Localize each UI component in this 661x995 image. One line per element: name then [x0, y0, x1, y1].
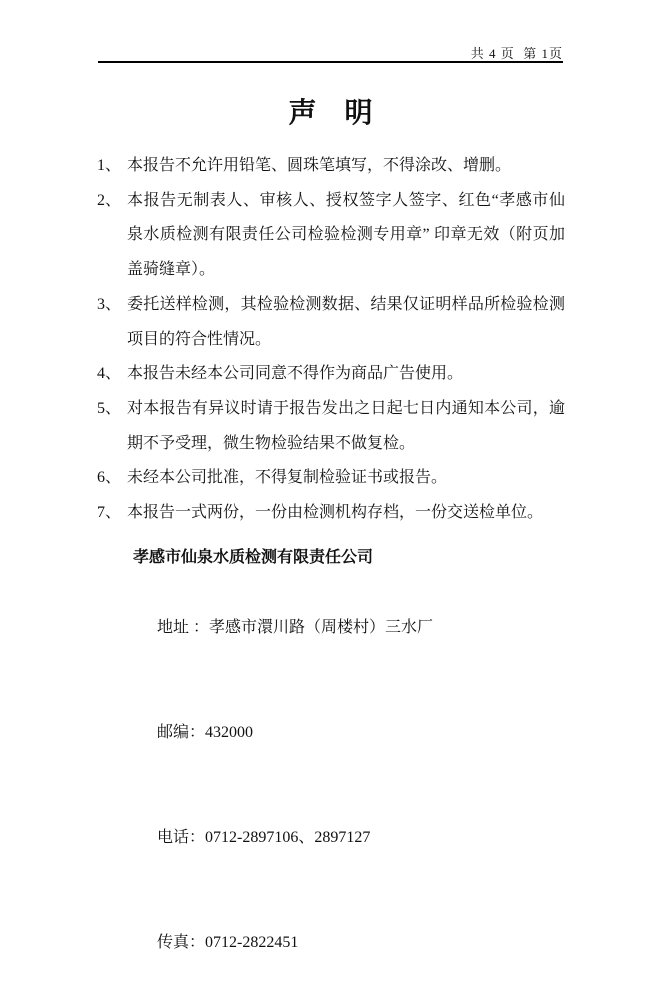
company-fax-row — [133, 890, 565, 995]
statement-item-1 — [97, 149, 565, 184]
statement-text: 本报告无制表人、审核人、授权签字人签字、红色“孝感市仙泉水质检测有限责任公司检验检测专用章” 印章无效（附页加盖骑缝章）。 — [127, 191, 565, 279]
statement-number: 4、 — [97, 365, 122, 383]
company-info-block — [133, 540, 565, 995]
statement-item-6 — [97, 461, 565, 496]
statement-number: 6、 — [97, 469, 122, 487]
fax-value: 0712-2822451 — [205, 934, 299, 951]
statement-number: 1、 — [97, 157, 122, 174]
phone-value: 0712-2897106、2897127 — [205, 829, 371, 846]
statement-item-5 — [97, 392, 565, 461]
statement-text: 本报告不允许用铅笔、圆珠笔填写，不得涂改、增删。 — [127, 157, 512, 174]
statement-item-7 — [97, 496, 565, 531]
page-title: 声 明 — [288, 97, 373, 128]
zip-value: 432000 — [205, 724, 254, 741]
statement-text: 本报告未经本公司同意不得作为商品广告使用。 — [127, 365, 464, 383]
statement-number: 3、 — [97, 295, 122, 313]
company-zip-row — [133, 680, 565, 785]
address-label: 地址 ： — [157, 619, 210, 636]
statement-list — [97, 149, 565, 531]
company-address-row — [133, 575, 565, 680]
statement-text: 委托送样检测，其检验检测数据、结果仅证明样品所检验检测项目的符合性情况。 — [127, 295, 565, 348]
fax-label: 传真： — [157, 934, 206, 951]
statement-number: 2、 — [97, 191, 122, 209]
statement-item-3 — [97, 288, 565, 357]
statement-item-4 — [97, 357, 565, 392]
address-value: 孝感市澴川路（周楼村）三水厂 — [209, 619, 434, 636]
header-divider — [98, 61, 563, 63]
company-phone-row — [133, 785, 565, 890]
phone-label: 电话： — [157, 829, 206, 846]
statement-text: 本报告一式两份，一份由检测机构存档，一份交送检单位。 — [127, 504, 544, 522]
page-number-info: 共 4 页 第 1页 — [470, 46, 563, 61]
statement-text: 对本报告有异议时请于报告发出之日起七日内通知本公司，逾期不予受理，微生物检验结果不做复检。 — [127, 399, 565, 452]
zip-label: 邮编： — [157, 724, 206, 741]
company-name: 孝感市仙泉水质检测有限责任公司 — [133, 549, 374, 566]
statement-number: 5、 — [97, 399, 122, 417]
statement-number: 7、 — [97, 504, 122, 522]
statement-text: 未经本公司批准，不得复制检验证书或报告。 — [127, 469, 448, 487]
statement-item-2 — [97, 184, 565, 288]
